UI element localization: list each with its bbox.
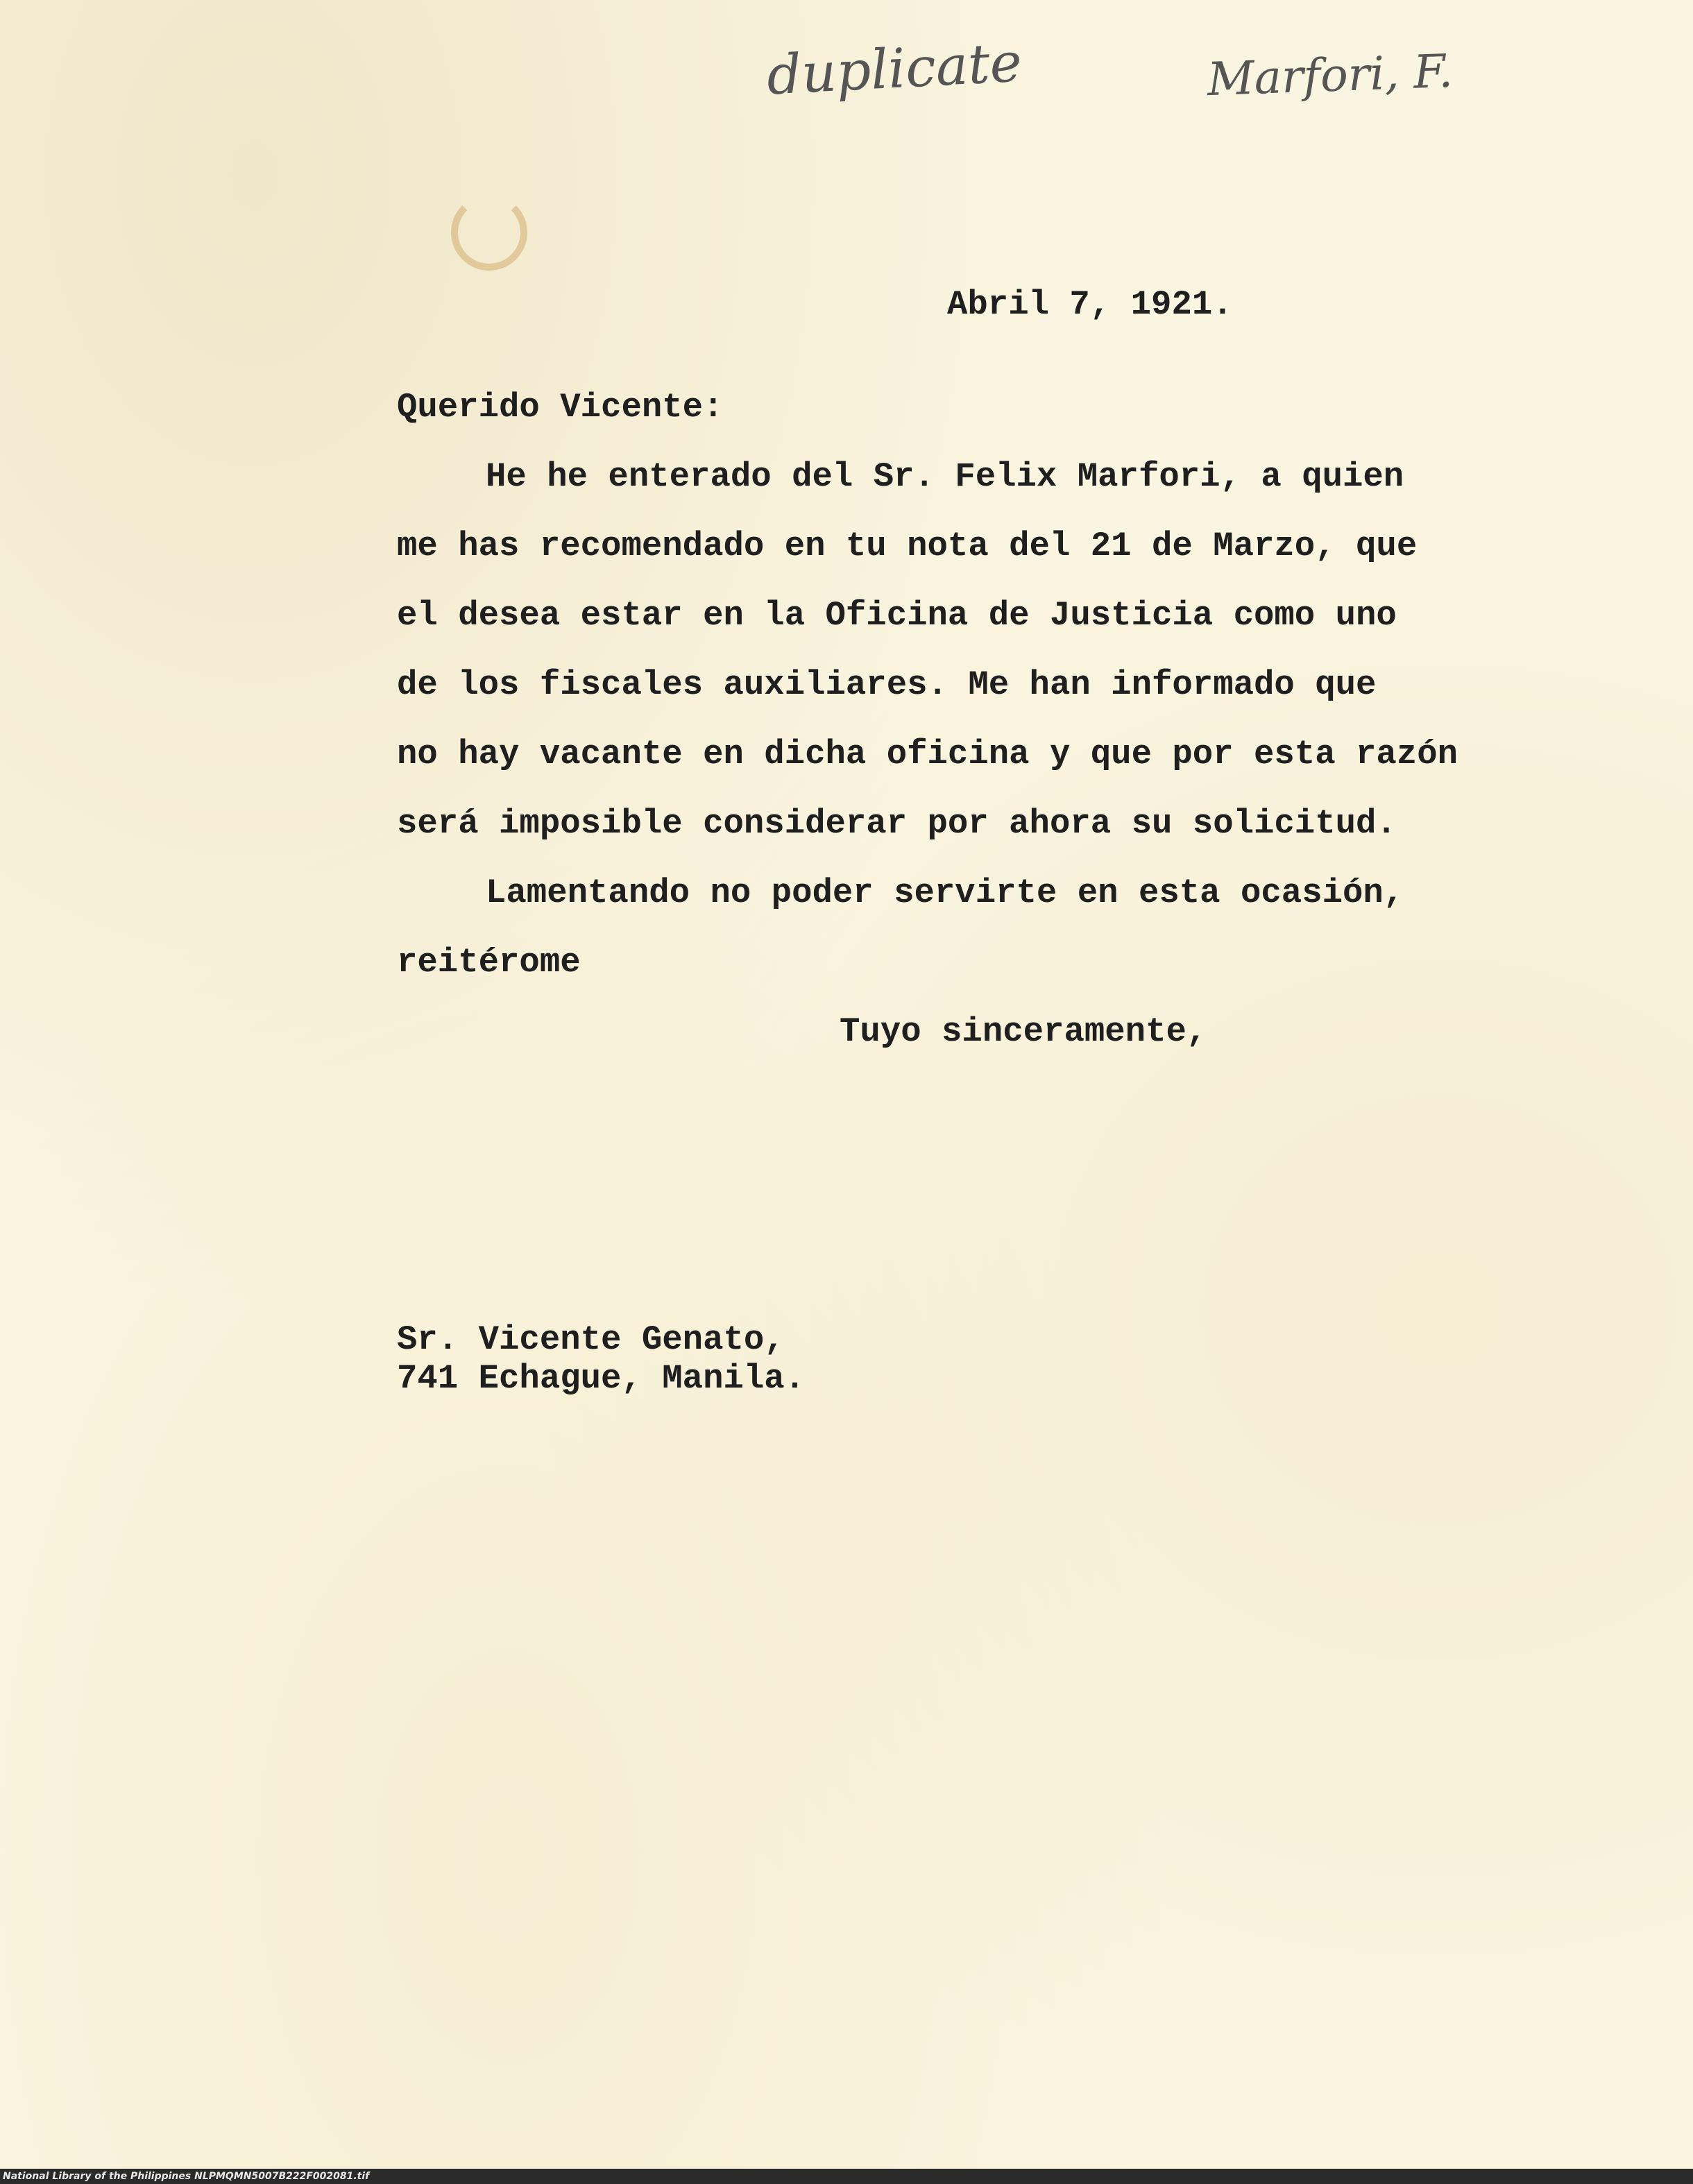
letter-salutation: Querido Vicente: xyxy=(397,388,724,427)
addressee-name: Sr. Vicente Genato, xyxy=(397,1320,785,1359)
body-line: reitérome xyxy=(397,943,581,982)
body-line: el desea estar en la Oficina de Justicia como uno xyxy=(397,596,1397,635)
addressee-address: 741 Echague, Manila. xyxy=(397,1359,806,1398)
handwritten-duplicate-note: duplicate xyxy=(765,31,1023,108)
coffee-stain xyxy=(451,194,527,271)
body-line: no hay vacante en dicha oficina y que por esta razón xyxy=(397,735,1458,774)
letter-closing: Tuyo sinceramente, xyxy=(840,1012,1207,1051)
body-line: de los fiscales auxiliares. Me han informado que xyxy=(397,665,1377,704)
body-line: me has recomendado en tu nota del 21 de Marzo, que xyxy=(397,527,1418,565)
letter-date: Abril 7, 1921. xyxy=(947,285,1233,324)
body-line: será imposible considerar por ahora su solicitud. xyxy=(397,804,1397,843)
body-line: Lamentando no poder servirte en esta ocasión, xyxy=(486,873,1404,912)
body-line: He he enterado del Sr. Felix Marfori, a quien xyxy=(486,457,1404,496)
footer-caption: National Library of the Philippines NLPMQMN5007B222F002081.tif xyxy=(3,2171,370,2182)
handwritten-name-note: Marfori, F. xyxy=(1206,44,1454,107)
